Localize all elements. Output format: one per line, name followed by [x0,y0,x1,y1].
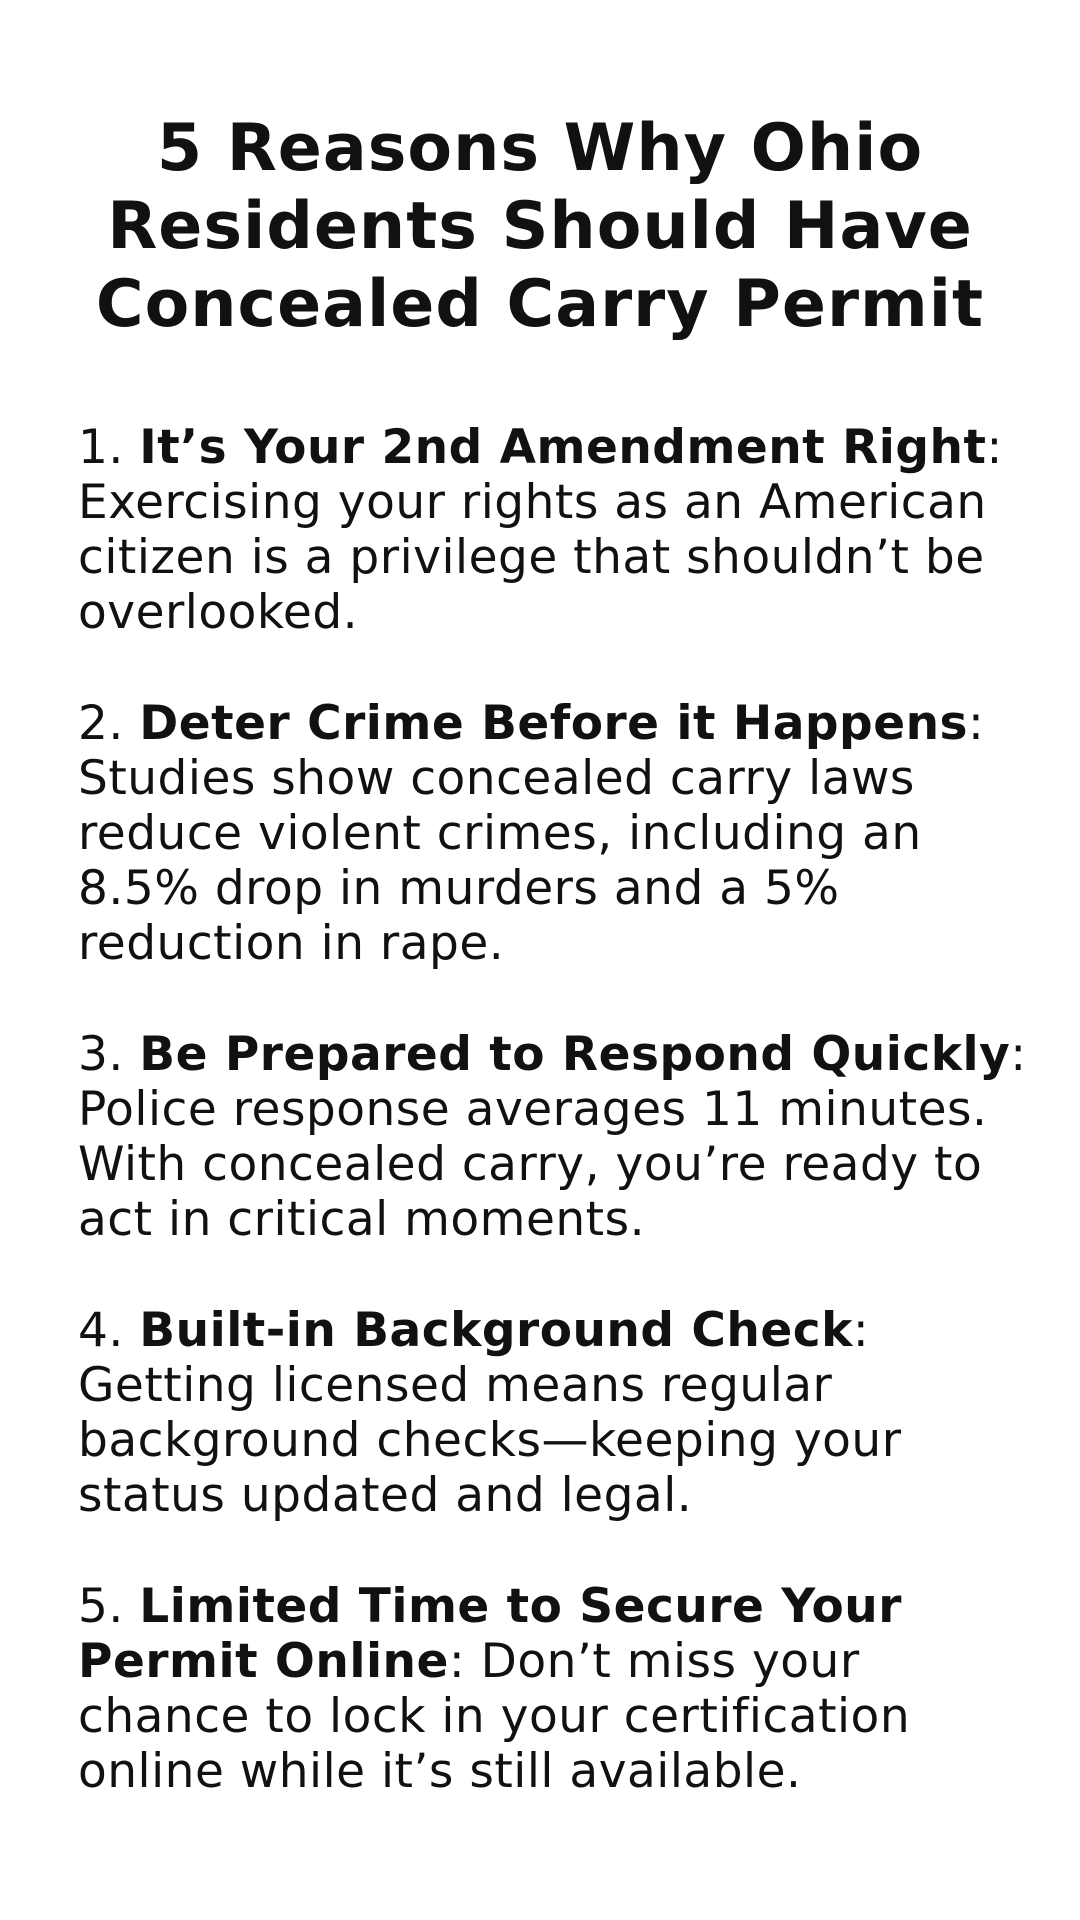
reason-separator: : [986,420,1003,475]
reason-number: 1. [78,420,124,475]
reason-separator: : [852,1303,870,1358]
reason-body-line: overlooked. [78,585,359,640]
reason-number: 4. [78,1303,124,1358]
reason-body-line: chance to lock in your certification [78,1689,911,1744]
reason-number: 2. [78,696,124,751]
reason-body-line: 8.5% drop in murders and a 5% [78,861,840,916]
reason-heading-line [78,1303,1002,1358]
reason-number: 5. [78,1579,124,1634]
reason-item-2 [78,696,1002,971]
title-line: Residents Should Have [107,189,973,264]
reason-body-line: background checks—keeping your [78,1413,902,1468]
reason-heading-line [78,1027,1027,1082]
reason-separator: : [1010,1027,1027,1082]
reason-heading: Built-in Background Check [139,1303,853,1358]
reason-body-line: act in critical moments. [78,1192,646,1247]
page-title [78,110,1002,344]
reason-item-1 [78,420,1002,640]
reason-heading: Limited Time to Secure Your [139,1579,902,1634]
reason-body-line: status updated and legal. [78,1468,693,1523]
reason-number: 3. [78,1027,124,1082]
reason-item-5 [78,1579,1002,1799]
reason-separator: : [448,1634,466,1689]
reason-heading: It’s Your 2nd Amendment Right [139,420,987,475]
reason-separator: : [968,696,985,751]
reason-heading: Deter Crime Before it Happens [139,696,969,751]
reason-body-line: citizen is a privilege that shouldn’t be [78,530,985,585]
reason-heading: Permit Online [78,1634,449,1689]
reason-body-line: Exercising your rights as an American [78,475,987,530]
reason-body-line: online while it’s still available. [78,1744,802,1799]
reason-heading-line [78,1579,1002,1634]
reason-body-line: reduction in rape. [78,916,505,971]
reason-heading-line [78,696,1002,751]
reason-item-4 [78,1303,1002,1523]
reason-inline-text: Don’t miss your [465,1634,860,1689]
reason-heading-line [78,420,1002,475]
title-line: 5 Reasons Why Ohio [156,111,924,186]
reason-body-line: Studies show concealed carry laws [78,751,915,806]
title-line: Concealed Carry Permit [95,267,985,342]
reasons-list [78,420,1027,1799]
reason-item-3 [78,1027,1027,1247]
reason-heading: Be Prepared to Respond Quickly [139,1027,1011,1082]
reason-body-line: With concealed carry, you’re ready to [78,1137,983,1192]
reason-body-line: reduce violent crimes, including an [78,806,922,861]
reason-heading-line [78,1634,1002,1689]
reason-body-line: Police response averages 11 minutes. [78,1082,988,1137]
reason-body-line: Getting licensed means regular [78,1358,833,1413]
